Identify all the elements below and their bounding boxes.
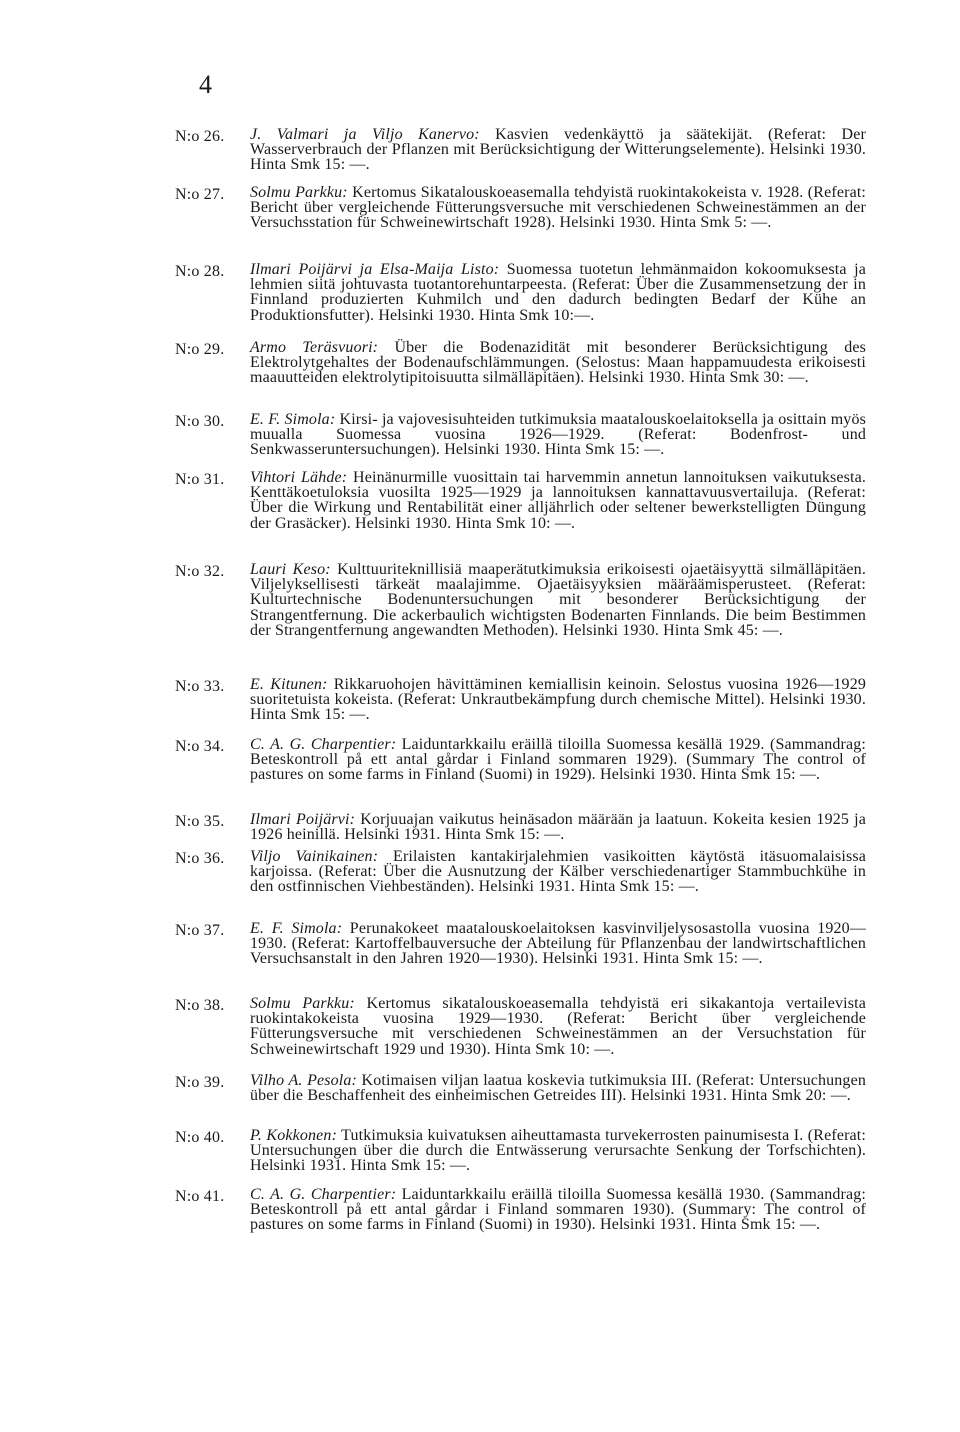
entry-number: N:o 41.	[175, 1188, 225, 1205]
entry-author: Armo Teräsvuori:	[250, 339, 379, 356]
entry-description: Suomessa tuotetun lehmänmaidon kokoomuksesta ja lehmien siitä johtuvasta tuotantorehuntarpeesta. (Referat: Über die Zusammensetzung der in Finnland produzierten Kuhmilch und den dadurch bedingten Bedarf der Kühe an Produktionsfutter). Helsinki 1930. Hinta Smk 10:—.	[250, 261, 866, 324]
entry-description: Kasvien vedenkäyttö ja säätekijät. (Referat: Der Wasserverbrauch der Pflanzen mit Berücksichtigung der Witterungselemente). Helsinki 1930. Hinta Smk 15: —.	[250, 126, 866, 174]
entry-text	[250, 996, 866, 1057]
entry-description: Erilaisten kantakirjalehmien vasikoitten käytöstä itäsuomalaisissa karjoissa. (Referat: Über die Ausnutzung der Kälber verschiedenartiger Stammbuchkühe in den ostfinnischen Viehbeständen). Helsinki 1931. Hinta Smk 15: —.	[250, 848, 866, 896]
entry-description: Kertomus Sikatalouskoeasemalla tehdyistä ruokintakokeista v. 1928. (Referat: Bericht über vergleichende Fütterungsversuche mit verschiedenen Schweinestämmen an der Versuchsstation für Schweinewirtschaft 1928). Helsinki 1930. Hinta Smk 5: —.	[250, 184, 867, 232]
entry-number: N:o 32.	[175, 563, 225, 580]
entry-author: J. Valmari ja Viljo Kanervo:	[250, 126, 480, 143]
page-number: 4	[199, 70, 212, 99]
entry-author: E. Kitunen:	[250, 676, 328, 693]
entry-text	[250, 849, 866, 895]
entry-description: Heinänurmille vuosittain tai harvemmin annetun lannoituksen vaikutuksesta. Kenttäkoetuloksia vuosilta 1925—1929 ja lannoituksen kannattavuusvertailuja. (Referat: Über die Wirkung und Rentabilität einer alljährlich oder seltener bewerkstelligten Düngung der Grasäcker). Helsinki 1930. Hinta Smk 10: —.	[250, 469, 867, 532]
entry-number: N:o 29.	[175, 341, 225, 358]
entry-number: N:o 31.	[175, 471, 225, 488]
entry-number: N:o 39.	[175, 1074, 225, 1091]
entry-author: Ilmari Poijärvi:	[250, 811, 356, 828]
entry-author: E. F. Simola:	[250, 920, 343, 937]
entry-text	[250, 1128, 866, 1174]
entry-description: Kirsi- ja vajovesisuhteiden tutkimuksia maatalouskoelaitoksella ja osittain myös muualla Suomessa vuosina 1926—1929. (Referat: Bodenfrost- und Senkwasseruntersuchungen). Helsinki 1930. Hinta Smk 15: —.	[250, 411, 866, 459]
entry-author: Solmu Parkku:	[250, 184, 348, 201]
entry-author: E. F. Simola:	[250, 411, 336, 428]
entry-text	[250, 340, 866, 386]
entry-author: Solmu Parkku:	[250, 995, 355, 1012]
entry-number: N:o 35.	[175, 813, 225, 830]
entry-author: Vilho A. Pesola:	[250, 1072, 357, 1089]
entry-author: Vihtori Lähde:	[250, 469, 348, 486]
entry-number: N:o 26.	[175, 128, 225, 145]
entry-author: Viljo Vainikainen:	[250, 848, 379, 865]
entry-number: N:o 40.	[175, 1129, 225, 1146]
entry-author: Lauri Keso:	[250, 561, 331, 578]
entry-number: N:o 28.	[175, 263, 225, 280]
entry-description: Laiduntarkkailu eräillä tiloilla Suomessa kesällä 1930. (Sammandrag: Beteskontroll på ett antal gårdar i Finland sommaren 1930). (Summary: The control of pastures on some farms in Finland (Suomi) in 1930). Helsinki 1931. Hinta Smk 15: —.	[250, 1186, 866, 1234]
entry-text	[250, 1073, 866, 1103]
entry-number: N:o 36.	[175, 850, 225, 867]
entry-description: Kertomus sikatalouskoeasemalla tehdyistä eri sikakantoja vertailevista ruokintakokeista vuosina 1929—1930. (Referat: Bericht über vergleichende Fütterungsversuche mit verschiedenen Schweinestämmen an der Versuchstation für Schweinewirtschaft 1929 und 1930). Hinta Smk 10: —.	[250, 995, 867, 1058]
entry-text	[250, 412, 866, 458]
entry-text	[250, 470, 866, 531]
entry-description: Rikkaruohojen hävittäminen kemiallisin keinoin. Selostus vuosina 1926—1929 suoritetuista kokeista. (Referat: Unkrautbekämpfung durch chemische Mittel). Helsinki 1930. Hinta Smk 15: —.	[250, 676, 866, 724]
entry-number: N:o 34.	[175, 738, 225, 755]
entry-text	[250, 921, 866, 967]
entry-description: Laiduntarkkailu eräillä tiloilla Suomessa kesällä 1929. (Sammandrag: Beteskontroll på ett antal gårdar i Finland sommaren 1929). (Summary The control of pastures on some farms in Finland (Suomi) in 1929). Helsinki 1930. Hinta Smk 15: —.	[250, 736, 866, 784]
entry-text	[250, 127, 866, 173]
entry-text	[250, 812, 866, 842]
entry-author: Ilmari Poijärvi ja Elsa-Maija Listo:	[250, 261, 500, 278]
entry-text	[250, 562, 866, 638]
entry-description: Perunakokeet maatalouskoelaitoksen kasvinviljelysosastolla vuosina 1920—1930. (Referat: Kartoffelbauversuche der Abteilung für Pflanzenbau der landwirtschaftlichen Versuchsanstalt in den Jahren 1920—1930). Helsinki 1931. Hinta Smk 15: —.	[250, 920, 866, 968]
entry-description: Kulttuuriteknillisiä maaperätutkimuksia erikoisesti ojaetäisyyttä silmälläpitäen. Viljelyksellisesti tärkeät maalajimme. Ojaetäisyyksien määräämisperusteet. (Referat: Kulturtechnische Bodenuntersuchungen mit besonderer Berücksichtigung der Strangentfernung. Die ackerbaulich wichtigsten Bodenarten Finnlands. Die beim Bestimmen der Strangentfernung angewandten Methoden). Helsinki 1930. Hinta Smk 45: —.	[250, 561, 866, 639]
entry-number: N:o 27.	[175, 186, 225, 203]
entry-number: N:o 30.	[175, 413, 225, 430]
entry-description: Korjuuajan vaikutus heinäsadon määrään ja laatuun. Kokeita kesien 1925 ja 1926 heinillä. Helsinki 1931. Hinta Smk 15: —.	[250, 811, 866, 844]
entry-text	[250, 1187, 866, 1233]
entry-number: N:o 33.	[175, 678, 225, 695]
entry-number: N:o 38.	[175, 997, 225, 1014]
entry-description: Über die Bodenazidität mit besonderer Berücksichtigung des Elektrolytgehaltes der Bodenaufschlämmungen. (Selostus: Maan happamuudesta erikoisesti maauutteiden elektrolytipitoisuutta silmälläpitäen). Helsinki 1930. Hinta Smk 30: —.	[250, 339, 866, 387]
entry-author: P. Kokkonen:	[250, 1127, 338, 1144]
entry-text	[250, 737, 866, 783]
entry-text	[250, 677, 866, 723]
entry-author: C. A. G. Charpentier:	[250, 736, 397, 753]
entry-text	[250, 185, 866, 231]
entry-number: N:o 37.	[175, 922, 225, 939]
entry-author: C. A. G. Charpentier:	[250, 1186, 397, 1203]
entry-description: Kotimaisen viljan laatua koskevia tutkimuksia III. (Referat: Untersuchungen über die Beschaffenheit des einheimischen Getreides III). Helsinki 1931. Hinta Smk 20: —.	[250, 1072, 866, 1105]
entry-text	[250, 262, 866, 323]
entry-description: Tutkimuksia kuivatuksen aiheuttamasta turvekerrosten painumisesta I. (Referat: Untersuchungen über die durch die Entwässerung verursachte Senkung der Torfschichten). Helsinki 1931. Hinta Smk 15: —.	[250, 1127, 866, 1175]
